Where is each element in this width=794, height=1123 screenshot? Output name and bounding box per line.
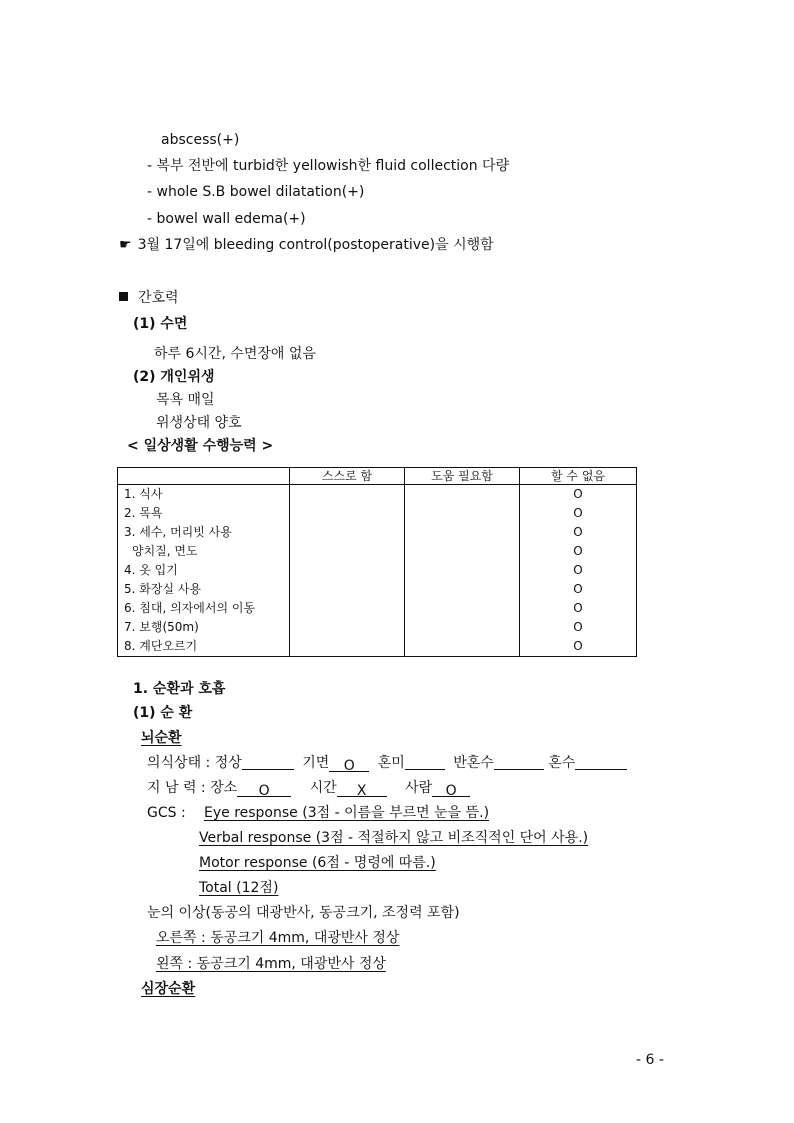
- adl-cell-self: [290, 485, 405, 505]
- adl-row-label: 4. 옷 입기: [118, 561, 290, 580]
- adl-row-label: 2. 목욕: [118, 504, 290, 523]
- circulation-sub-title: (1) 순 환: [133, 705, 193, 721]
- text-bowel-dilatation: - whole S.B bowel dilatation(+): [147, 184, 365, 200]
- adl-header-label: [118, 468, 290, 485]
- adl-cell-unable: O: [520, 599, 637, 618]
- adl-header-self: 스스로 함: [290, 468, 405, 485]
- adl-cell-help: [405, 523, 520, 542]
- text-fluid-collection: - 복부 전반에 turbid한 yellowish한 fluid collection 다량: [147, 158, 510, 174]
- time-label: 시간: [309, 780, 337, 796]
- gcs-verbal-response: Verbal response (3점 - 적절하지 않고 비조직적인 단어 사용.): [199, 830, 589, 846]
- cardiac-circulation-title: 심장순환: [141, 981, 196, 997]
- adl-cell-help: [405, 504, 520, 523]
- stupor-label: 혼미: [377, 755, 405, 771]
- adl-cell-help: [405, 561, 520, 580]
- pointing-hand-icon: ☛: [119, 237, 132, 253]
- adl-cell-unable: O: [520, 504, 637, 523]
- adl-cell-self: [290, 637, 405, 657]
- gcs-eye-response: Eye response (3점 - 이름을 부르면 눈을 뜸.): [204, 805, 490, 821]
- text-bleeding-control: [119, 236, 494, 254]
- stupor-value: [405, 755, 445, 770]
- page-number: - 6 -: [636, 1052, 664, 1068]
- bleeding-control-text: 3월 17일에 bleeding control(postoperative)을 시행함: [137, 237, 494, 253]
- adl-row-label: 8. 계단오르기: [118, 637, 290, 657]
- adl-cell-unable: O: [520, 523, 637, 542]
- sleep-text: 하루 6시간, 수면장애 없음: [154, 346, 316, 362]
- place-value: O: [237, 782, 291, 797]
- square-bullet-icon: [119, 292, 128, 301]
- semicoma-value: [494, 755, 544, 770]
- adl-cell-self: [290, 504, 405, 523]
- table-row: [118, 485, 637, 505]
- adl-cell-self: [290, 542, 405, 561]
- brain-circulation-title: 뇌순환: [141, 730, 182, 746]
- table-row: [118, 637, 637, 657]
- eye-abnormality-label: 눈의 이상(동공의 대광반사, 동공크기, 조정력 포함): [147, 905, 460, 921]
- adl-cell-unable: O: [520, 561, 637, 580]
- adl-cell-help: [405, 637, 520, 657]
- adl-cell-help: [405, 580, 520, 599]
- adl-header-unable: 할 수 없음: [520, 468, 637, 485]
- adl-title: < 일상생활 수행능력 >: [127, 438, 274, 454]
- adl-cell-unable: O: [520, 542, 637, 561]
- adl-cell-self: [290, 599, 405, 618]
- adl-cell-self: [290, 523, 405, 542]
- adl-cell-self: [290, 561, 405, 580]
- adl-cell-help: [405, 542, 520, 561]
- drowsy-value: O: [329, 757, 369, 772]
- nursing-history-heading: [119, 289, 179, 307]
- sleep-heading: (1) 수면: [133, 316, 188, 332]
- adl-row-label: 6. 침대, 의자에서의 이동: [118, 599, 290, 618]
- adl-header-help: 도움 필요함: [405, 468, 520, 485]
- table-row: [118, 561, 637, 580]
- coma-label: 혼수: [548, 755, 576, 771]
- consciousness-row: [147, 754, 627, 772]
- adl-cell-unable: O: [520, 580, 637, 599]
- hygiene-status: 위생상태 양호: [156, 415, 242, 431]
- adl-cell-self: [290, 580, 405, 599]
- adl-cell-unable: O: [520, 618, 637, 637]
- right-eye-status: 오른쪽 : 동공크기 4mm, 대광반사 정상: [156, 930, 400, 946]
- orientation-row: [147, 779, 470, 797]
- adl-row-label: 3. 세수, 머리빗 사용: [118, 523, 290, 542]
- table-row: [118, 523, 637, 542]
- text-abscess: abscess(+): [161, 132, 240, 148]
- semicoma-label: 반혼수: [453, 755, 494, 771]
- consciousness-label: 의식상태 : 정상: [147, 755, 242, 771]
- adl-row-label: 양치질, 면도: [118, 542, 290, 561]
- adl-cell-self: [290, 618, 405, 637]
- hygiene-heading: (2) 개인위생: [133, 369, 215, 385]
- adl-cell-unable: O: [520, 485, 637, 505]
- consciousness-normal-blank: [242, 755, 294, 770]
- adl-row-label: 7. 보행(50m): [118, 618, 290, 637]
- table-row: [118, 542, 637, 561]
- gcs-total: Total (12점): [199, 880, 279, 896]
- hygiene-bath: 목욕 매일: [156, 392, 215, 408]
- time-value: X: [337, 782, 387, 797]
- coma-value: [575, 755, 627, 770]
- adl-cell-help: [405, 599, 520, 618]
- gcs-label: GCS :: [147, 805, 186, 821]
- orientation-label: 지 남 력 : 장소: [147, 780, 238, 796]
- person-value: O: [432, 782, 470, 797]
- adl-cell-unable: O: [520, 637, 637, 657]
- table-row: [118, 580, 637, 599]
- gcs-motor-response: Motor response (6점 - 명령에 따름.): [199, 855, 436, 871]
- adl-cell-help: [405, 485, 520, 505]
- adl-cell-help: [405, 618, 520, 637]
- adl-header-row: [118, 468, 637, 485]
- adl-row-label: 5. 화장실 사용: [118, 580, 290, 599]
- drowsy-label: 기면: [302, 755, 330, 771]
- nursing-history-title: 간호력: [138, 290, 179, 306]
- table-row: [118, 504, 637, 523]
- adl-row-label: 1. 식사: [118, 485, 290, 505]
- person-label: 사람: [405, 780, 433, 796]
- circulation-section-title: 1. 순환과 호흡: [133, 681, 226, 697]
- table-row: [118, 618, 637, 637]
- text-bowel-edema: - bowel wall edema(+): [147, 211, 306, 227]
- adl-table: [117, 467, 637, 657]
- table-row: [118, 599, 637, 618]
- left-eye-status: 왼쪽 : 동공크기 4mm, 대광반사 정상: [156, 956, 386, 972]
